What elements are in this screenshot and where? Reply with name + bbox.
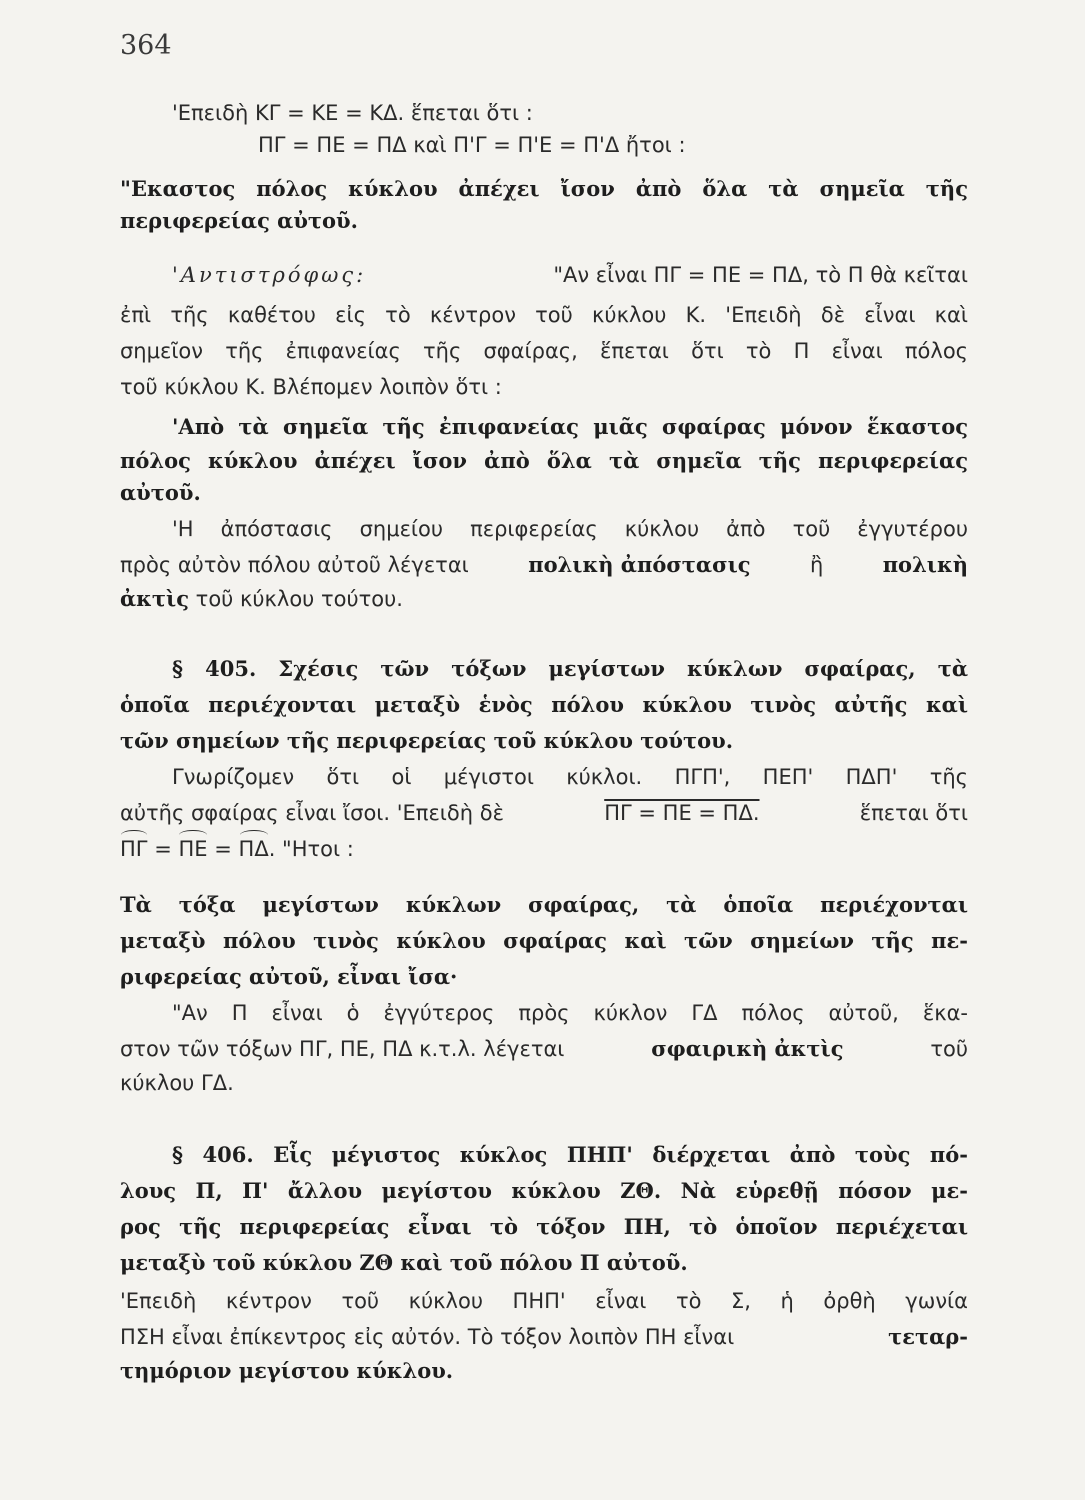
theorem-line: περιφερείας αὐτοῦ.: [120, 208, 358, 233]
section-405-heading: τῶν σημείων τῆς περιφερείας τοῦ κύκλου τούτου.: [120, 728, 734, 753]
text-line: Γνωρίζομεν ὅτι οἱ μέγιστοι κύκλοι. ΠΓΠ', ΠΕΠ' ΠΔΠ' τῆς: [172, 765, 968, 789]
text-segment: . "Ητοι :: [268, 837, 354, 861]
text-segment: αὐτῆς σφαίρας εἶναι ἴσοι. 'Επειδὴ δὲ: [120, 801, 504, 825]
chord-equality: ΠΓ = ΠΕ = ΠΔ.: [604, 801, 760, 825]
text-segment: "Αν εἶναι ΠΓ = ΠΕ = ΠΔ, τὸ Π θὰ κεῖται: [553, 263, 968, 287]
text-line: σημεῖον τῆς ἐπιφανείας τῆς σφαίρας, ἕπεται ὅτι τὸ Π εἶναι πόλος: [120, 339, 968, 363]
section-406-heading: § 406. Εἷς μέγιστος κύκλος ΠΗΠ' διέρχεται ἀπὸ τοὺς πό-: [172, 1142, 968, 1167]
arc-equality-line: [120, 834, 968, 864]
text-line: ΠΓ = ΠΕ = ΠΔ καὶ Π'Γ = Π'Ε = Π'Δ ἤτοι :: [258, 133, 686, 157]
term-spherical-radius: σφαιρικὴ ἀκτὶς: [651, 1036, 844, 1061]
text-line: κύκλου ΓΔ.: [120, 1071, 234, 1095]
theorem-line: μεταξὺ πόλου τινὸς κύκλου σφαίρας καὶ τῶν σημείων τῆς πε-: [120, 928, 968, 953]
term-radius: ἀκτὶς: [120, 586, 189, 611]
text-segment: τοῦ κύκλου τούτου.: [195, 587, 403, 611]
equals-sign: =: [154, 837, 172, 861]
text-line: "Αν Π εἶναι ὁ ἐγγύτερος πρὸς κύκλον ΓΔ πόλος αὐτοῦ, ἕκα-: [172, 1001, 968, 1025]
text-segment: τοῦ: [930, 1037, 968, 1061]
arc-pe: ΠΕ: [178, 834, 207, 864]
text-line: [120, 1322, 968, 1352]
arc-pg: ΠΓ: [120, 834, 148, 864]
section-406-heading: μεταξὺ τοῦ κύκλου ΖΘ καὶ τοῦ πόλου Π αὐτοῦ.: [120, 1250, 688, 1275]
text-line: [120, 1034, 968, 1064]
section-405-heading: ὁποῖα περιέχονται μεταξὺ ἑνὸς πόλου κύκλου τινὸς αὐτῆς καὶ: [120, 692, 968, 717]
text-line: [120, 550, 968, 580]
text-line: [120, 798, 968, 828]
section-405-heading: § 405. Σχέσις τῶν τόξων μεγίστων κύκλων σφαίρας, τὰ: [172, 656, 968, 681]
section-406-heading: λους Π, Π' ἄλλου μεγίστου κύκλου ΖΘ. Νὰ εὑρεθῇ πόσον με-: [120, 1178, 968, 1203]
theorem-line: "Εκαστος πόλος κύκλου ἀπέχει ἴσον ἀπὸ ὅλα τὰ σημεῖα τῆς: [120, 176, 968, 201]
text-line: 'Η ἀπόστασις σημείου περιφερείας κύκλου ἀπὸ τοῦ ἐγγυτέρου: [172, 517, 968, 541]
theorem-line: ριφερείας αὐτοῦ, εἶναι ἴσα·: [120, 964, 458, 989]
term-polar: πολικὴ: [882, 552, 968, 577]
text-segment: ΠΣΗ εἶναι ἐπίκεντρος εἰς αὐτόν. Τὸ τόξον λοιπὸν ΠΗ εἶναι: [120, 1325, 735, 1349]
term-quadrant-cont: τημόριον μεγίστου κύκλου.: [120, 1358, 454, 1383]
text-segment: πρὸς αὐτὸν πόλου αὐτοῦ λέγεται: [120, 553, 469, 577]
converse-heading: 'Αντιστρόφως:: [172, 263, 367, 287]
text-line: [120, 584, 968, 614]
theorem-line: αὐτοῦ.: [120, 480, 201, 505]
equals-sign: =: [214, 837, 232, 861]
text-line: 'Επειδὴ ΚΓ = ΚΕ = ΚΔ. ἕπεται ὅτι :: [172, 101, 533, 125]
theorem-line: 'Απὸ τὰ σημεῖα τῆς ἐπιφανείας μιᾶς σφαίρας μόνον ἕκαστος: [172, 414, 968, 439]
term-quadrant: τεταρ-: [888, 1324, 968, 1349]
text-segment: ἢ: [809, 553, 824, 577]
text-line: [172, 260, 968, 290]
arc-pd: ΠΔ: [239, 834, 269, 864]
theorem-line: Τὰ τόξα μεγίστων κύκλων σφαίρας, τὰ ὁποῖα περιέχονται: [120, 892, 968, 917]
text-line: τοῦ κύκλου Κ. Βλέπομεν λοιπὸν ὅτι :: [120, 375, 502, 399]
text-line: ἐπὶ τῆς καθέτου εἰς τὸ κέντρον τοῦ κύκλου Κ. 'Επειδὴ δὲ εἶναι καὶ: [120, 303, 968, 327]
text-segment: ἕπεται ὅτι: [859, 801, 968, 825]
text-line: 'Επειδὴ κέντρον τοῦ κύκλου ΠΗΠ' εἶναι τὸ Σ, ἡ ὀρθὴ γωνία: [120, 1289, 968, 1313]
text-segment: στον τῶν τόξων ΠΓ, ΠΕ, ΠΔ κ.τ.λ. λέγεται: [120, 1037, 565, 1061]
section-406-heading: ρος τῆς περιφερείας εἶναι τὸ τόξον ΠΗ, τὸ ὁποῖον περιέχεται: [120, 1214, 968, 1239]
term-polar-distance: πολικὴ ἀπόστασις: [528, 552, 751, 577]
theorem-line: πόλος κύκλου ἀπέχει ἴσον ἀπὸ ὅλα τὰ σημεῖα τῆς περιφερείας: [120, 448, 968, 473]
page-number: 364: [120, 30, 172, 61]
